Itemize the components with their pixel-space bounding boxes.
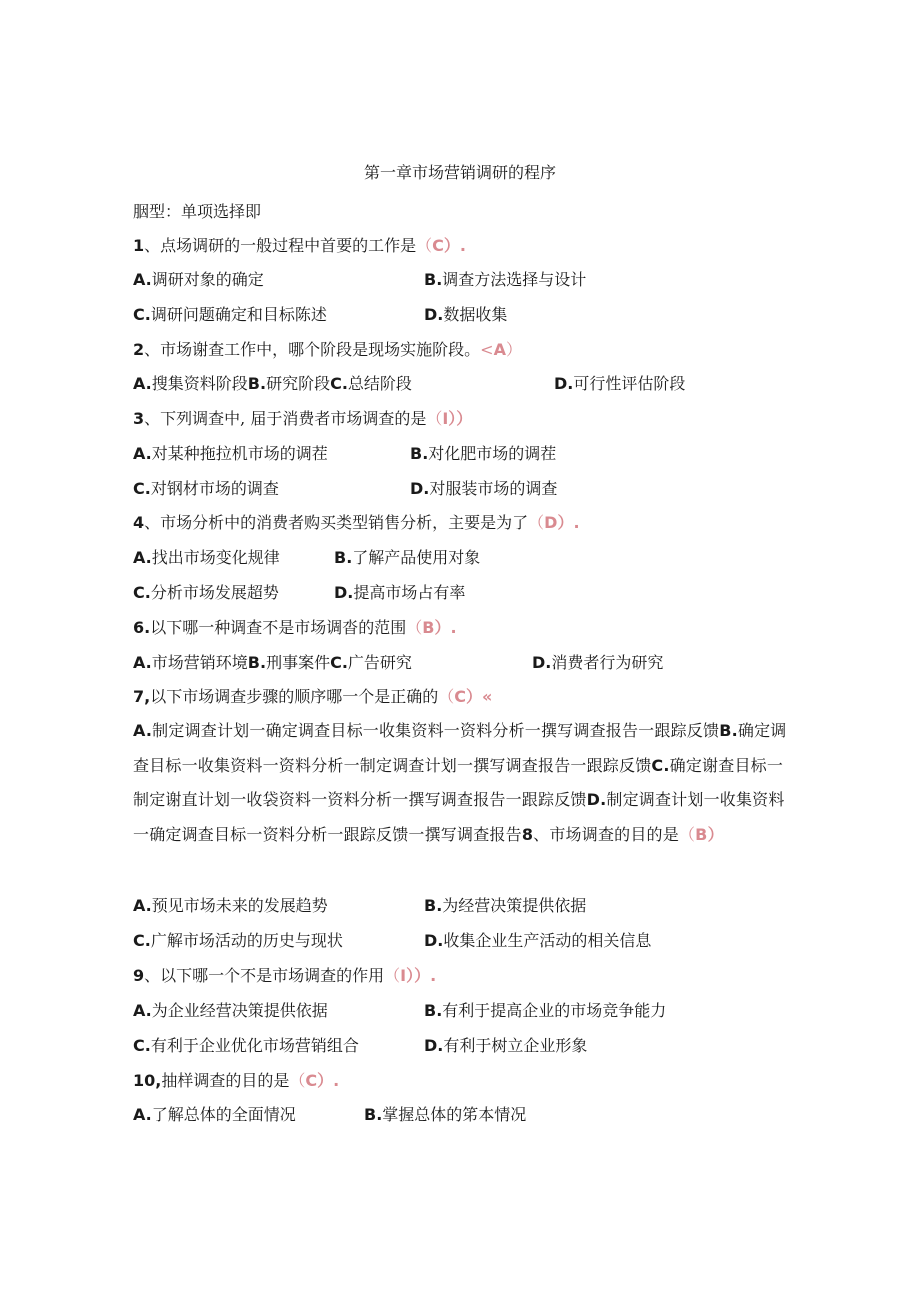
option-letter: C. (133, 305, 151, 324)
option-letter: B. (247, 374, 267, 393)
option-text: 了解产品使用对象 (352, 548, 481, 567)
answer-letter: C (454, 687, 466, 706)
option-c (133, 305, 327, 325)
question-number: 2 (133, 340, 145, 359)
answer-open: （ (289, 1071, 306, 1090)
options-row (133, 374, 412, 394)
option-letter: D. (424, 305, 444, 324)
option-letter: B. (719, 721, 738, 740)
option-text: 制定调查计划一收集资料一确定调查目标一资料分析一跟踪反馈一撰写调查报告 (133, 790, 785, 845)
question-text: 、市场分析中的消费者购买类型销售分析，主要是为了 (144, 513, 529, 532)
answer-letter: I (400, 966, 407, 985)
option-text: 预见市场未来的发展趋势 (151, 896, 328, 915)
question-7 (133, 687, 492, 707)
answer-letter: I (442, 409, 449, 428)
option-letter: A. (133, 896, 152, 915)
option-letter: D. (424, 931, 444, 950)
option-a (133, 1105, 296, 1125)
question-9 (133, 966, 436, 986)
option-text: 确定谢查目标一制定谢直计划一收袋资料一资料分析一撰写调查报告一跟踪反馈 (133, 755, 784, 810)
option-letter: C. (133, 1036, 151, 1055)
answer-letter: D (544, 513, 558, 532)
question-2 (133, 340, 522, 360)
option-d (410, 479, 557, 499)
option-text: 了解总体的全面情况 (151, 1105, 296, 1124)
option-c (133, 931, 343, 951)
option-letter: A. (133, 721, 153, 740)
option-letter: A. (133, 548, 152, 567)
answer-close: ）. (557, 513, 580, 532)
option-text: 研究阶段 (266, 374, 331, 393)
page-title: 第一章市场营销调研的程序 (363, 163, 556, 182)
option-letter: B. (334, 548, 353, 567)
question-text: 、以下哪一个不是市场调查的作用 (144, 966, 385, 985)
option-text: 调查方法选择与设计 (442, 270, 587, 289)
option-letter: A. (133, 374, 152, 393)
option-a (133, 896, 328, 916)
option-letter: D. (424, 1036, 444, 1055)
option-b (424, 896, 586, 916)
answer-open: （ (678, 825, 696, 845)
answer-open: （ (416, 236, 433, 255)
answer-letter: C (432, 236, 444, 255)
option-letter: A. (133, 444, 152, 463)
answer-close: ） (707, 825, 724, 845)
option-letter: B. (247, 653, 267, 672)
option-text: 对化肥市场的调茬 (428, 444, 557, 463)
question-number: 7, (133, 687, 151, 706)
option-letter: C. (133, 479, 151, 498)
option-letter: D. (410, 479, 430, 498)
option-text: 找出市场变化规律 (151, 548, 280, 567)
option-b (424, 270, 586, 290)
option-text: 掌握总体的笫本情况 (382, 1105, 527, 1124)
option-text: 可行性评估阶段 (573, 374, 686, 393)
option-d (424, 931, 651, 951)
option-text: 搜集资料阶段 (151, 374, 248, 393)
option-letter: B. (364, 1105, 383, 1124)
option-letter: B. (424, 896, 443, 915)
option-b (424, 1001, 666, 1021)
option-text: 制定调查计划一确定调查目标一收集资料一资料分析一撰写调查报告一跟踪反馈 (152, 721, 720, 740)
option-text: 调研问题确定和目标陈述 (150, 305, 327, 324)
option-d (424, 305, 507, 325)
question-text: 、点场调研的一般过程中首要的工作是 (144, 236, 417, 255)
question-number: 8 (521, 825, 534, 845)
option-text: 提高市场占有率 (353, 583, 466, 602)
option-text: 有利于提高企业的市场竞争能力 (442, 1001, 667, 1020)
answer-close: ）« (466, 687, 493, 706)
question-10 (133, 1071, 339, 1091)
answer-letter: C (305, 1071, 318, 1090)
answer-close: ） (505, 340, 522, 359)
question-text: 以下市场调查步骤的顺序哪一个是正确的 (150, 687, 439, 706)
option-text: 为经营决策提供依据 (442, 896, 587, 915)
option-letter: B. (424, 270, 443, 289)
option-text: 对钢材市场的调查 (150, 479, 279, 498)
question-number: 10, (133, 1071, 162, 1090)
option-letter: A. (133, 653, 152, 672)
option-letter: D. (532, 653, 552, 672)
question-6 (133, 618, 457, 638)
option-letter: C. (330, 653, 348, 672)
option-a (133, 270, 264, 290)
question-1 (133, 236, 466, 256)
option-text: 数据收集 (443, 305, 508, 324)
answer-close: ）. (443, 236, 467, 255)
option-letter: A. (133, 1001, 152, 1020)
question-4 (133, 513, 580, 533)
option-letter: D. (586, 790, 607, 810)
answer-open: （ (528, 513, 545, 532)
option-letter: C. (330, 374, 348, 393)
option-b (364, 1105, 526, 1125)
option-d (334, 583, 465, 603)
option-text: 为企业经营决策提供依据 (151, 1001, 328, 1020)
answer-close: ）. (317, 1071, 340, 1090)
option-letter: C. (133, 583, 151, 602)
option-b (334, 548, 480, 568)
option-text: 确定调查目标一收集资料一资料分析一制定调查计划一撰写调查报告一跟踪反馈 (133, 721, 787, 775)
answer-letter: B (422, 618, 435, 637)
option-a (133, 1001, 328, 1021)
question-text: 、市场谢查工作中，哪个阶段是现场实施阶段。 (144, 340, 481, 359)
option-text: 广告研究 (347, 653, 412, 672)
option-text: 有利于企业优化市场营销组合 (150, 1036, 359, 1055)
answer-open: （ (384, 966, 401, 985)
option-letter: C. (651, 755, 670, 775)
answer-close: ）） (448, 409, 473, 428)
answer-open: （ (406, 618, 423, 637)
option-letter: D. (554, 374, 574, 393)
option-text: 分析市场发展超势 (150, 583, 279, 602)
answer-close: ）. (434, 618, 457, 637)
option-b (410, 444, 556, 464)
option-letter: A. (133, 270, 152, 289)
option-c (133, 583, 279, 603)
option-text: 市场营销环境 (151, 653, 248, 672)
option-text: 有利于树立企业形象 (443, 1036, 588, 1055)
option-d (554, 374, 685, 394)
question-number: 3 (133, 409, 145, 428)
option-text: 总结阶段 (347, 374, 412, 393)
option-letter: A. (133, 1105, 152, 1124)
question-7-options-paragraph (133, 714, 793, 853)
option-letter: B. (424, 1001, 443, 1020)
option-text: 广解市场活动的历史与现状 (150, 931, 343, 950)
option-text: 对服装市场的调查 (429, 479, 558, 498)
option-letter: C. (133, 931, 151, 950)
options-row (133, 653, 412, 673)
question-text: 抽样调查的目的是 (161, 1071, 290, 1090)
question-3 (133, 409, 472, 429)
option-letter: B. (410, 444, 429, 463)
question-number: 6. (133, 618, 151, 637)
option-text: 消费者行为研究 (551, 653, 664, 672)
answer-letter: A (493, 340, 506, 359)
question-text: 以下哪一种调查不是市场调沓的范围 (150, 618, 407, 637)
option-letter: D. (334, 583, 354, 602)
answer-open: < (480, 340, 494, 359)
option-c (133, 479, 279, 499)
question-number: 9 (133, 966, 145, 985)
option-a (133, 548, 280, 568)
answer-letter: B (695, 825, 708, 845)
question-text: 、市场调查的目的是 (533, 825, 679, 845)
option-d (532, 653, 663, 673)
option-d (424, 1036, 587, 1056)
question-number: 4 (133, 513, 145, 532)
option-text: 收集企业生产活动的相关信息 (443, 931, 652, 950)
option-c (133, 1036, 359, 1056)
question-text: 、下列调查中, 届于消费者市场调查的是 (144, 409, 427, 428)
option-a (133, 444, 328, 464)
answer-open: （ (438, 687, 455, 706)
option-text: 对某种拖拉机市场的调茬 (151, 444, 328, 463)
option-text: 调研对象的确定 (151, 270, 264, 289)
option-text: 刑事案件 (266, 653, 331, 672)
question-type-label: 胭型：单项选择即 (133, 202, 262, 221)
question-number: 1 (133, 236, 145, 255)
answer-close: ））. (406, 966, 437, 985)
answer-open: （ (426, 409, 443, 428)
